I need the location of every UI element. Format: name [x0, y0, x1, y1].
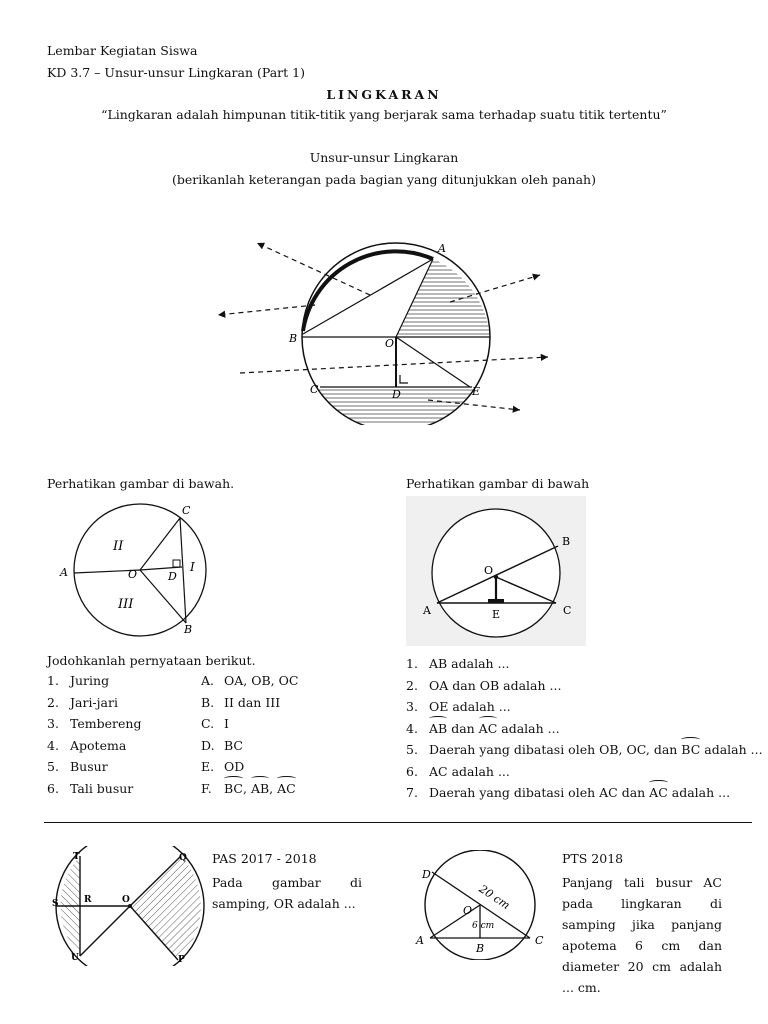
kd-label: KD 3.7 – Unsur-unsur Lingkaran (Part 1): [47, 65, 305, 80]
arrow-diameter: [240, 357, 548, 373]
label-o: O: [484, 564, 494, 577]
list-item: A. OA, OB, OC: [201, 673, 299, 688]
list-item: 6. Tali busur: [47, 780, 134, 796]
label-q: Q: [179, 853, 187, 863]
label-b: B: [476, 942, 485, 955]
label-e: E: [472, 385, 481, 398]
right-angle-mark: [488, 599, 504, 603]
bottom-right-figure: [412, 850, 552, 960]
label-c: C: [182, 504, 191, 517]
list-item: F. BC, AB, AC: [201, 778, 361, 800]
label-a: A: [60, 566, 68, 579]
chord-cb: [180, 518, 186, 623]
label-c: C: [535, 934, 544, 947]
label-radius: 20 cm: [476, 882, 513, 913]
worksheet-label: Lembar Kegiatan Siswa: [47, 43, 198, 58]
label-o: O: [463, 904, 473, 917]
label-i: I: [190, 560, 195, 574]
list-item: 7. Daerah yang dibatasi oleh AC dan AC adalah ...: [406, 782, 746, 804]
label-a: A: [438, 242, 446, 255]
label-d: D: [422, 868, 431, 881]
label-a: A: [423, 604, 431, 617]
section-divider: [44, 822, 752, 823]
radius-oc: [140, 518, 180, 570]
pas-question: Pada gambar di samping, OR adalah ...: [212, 875, 362, 911]
list-item: 1. Juring: [47, 673, 110, 688]
label-iii: III: [118, 597, 134, 612]
list-item: 5. Busur: [47, 759, 108, 774]
label-b: B: [289, 332, 298, 345]
label-c: C: [563, 604, 572, 617]
list-item: B. II dan III: [201, 694, 281, 710]
section-subtitle: Unsur-unsur Lingkaran: [309, 150, 459, 165]
radius-ou: [80, 906, 130, 956]
statement-list: [47, 670, 197, 799]
label-c: C: [310, 383, 319, 396]
list-item: 2. Jari-jari: [47, 694, 118, 710]
list-item: 4. Apotema: [47, 737, 127, 753]
list-item: 4. AB dan AC adalah ...: [406, 718, 746, 740]
center-dot: [494, 575, 498, 579]
page-title: LINGKARAN: [326, 87, 442, 102]
list-item: 3. Tembereng: [47, 716, 142, 731]
question-list: [406, 653, 763, 804]
label-o: O: [122, 895, 130, 905]
label-t: T: [73, 852, 80, 862]
label-r: R: [84, 895, 92, 905]
label-e: E: [492, 608, 501, 621]
list-item: C. I: [201, 716, 229, 731]
right-angle-mark: [400, 375, 408, 383]
label-a: A: [416, 934, 424, 947]
arrow-chord: [257, 243, 370, 295]
radius-ob: [140, 570, 186, 623]
label-d: D: [168, 570, 177, 583]
right-figure-box: [406, 496, 586, 646]
list-item: 1. AB adalah ...: [406, 656, 510, 671]
definition-quote: “Lingkaran adalah himpunan titik-titik yang berjarak sama terhadap suatu titik tertentu”: [101, 107, 667, 122]
label-b: B: [184, 623, 193, 636]
answer-list: [201, 670, 361, 799]
left-heading: Perhatikan gambar di bawah.: [47, 476, 235, 491]
label-apothem: 6 cm: [472, 921, 495, 931]
label-o: O: [385, 337, 395, 350]
label-s: S: [52, 899, 59, 909]
match-heading: Jodohkanlah pernyataan berikut.: [47, 653, 256, 668]
list-item: 3. OE adalah ...: [406, 699, 511, 714]
arrow-arc: [218, 305, 315, 315]
label-u: U: [71, 953, 79, 963]
right-circle-figure: [406, 496, 586, 646]
list-item: D. BC: [201, 737, 243, 753]
label-d: D: [392, 388, 401, 401]
right-angle-mark: [173, 560, 180, 567]
pts-question: Panjang tali busur AC pada lingkaran di samping jika panjang apotema 6 cm dan diameter 20 cm adalah ... cm.: [562, 875, 722, 995]
list-item: 5. Daerah yang dibatasi oleh OB, OC, dan BC adalah ...: [406, 739, 746, 761]
pts-source: PTS 2018: [562, 851, 624, 866]
circle-elements-figure: [200, 230, 550, 425]
list-item: 2. OA dan OB adalah ...: [406, 677, 562, 693]
left-circle-figure: [55, 500, 215, 640]
right-heading: Perhatikan gambar di bawah: [406, 476, 590, 491]
list-item: 6. AC adalah ...: [406, 763, 510, 779]
pas-source: PAS 2017 - 2018: [212, 851, 317, 866]
hatched-sector: [396, 259, 490, 337]
label-b: B: [562, 535, 571, 548]
label-ii: II: [113, 539, 124, 554]
label-o: O: [128, 568, 138, 581]
label-p: P: [178, 955, 185, 965]
instruction-text: (berikanlah keterangan pada bagian yang ditunjukkan oleh panah): [171, 172, 596, 187]
list-item: E. OD: [201, 759, 245, 774]
bottom-left-figure: [48, 846, 208, 966]
